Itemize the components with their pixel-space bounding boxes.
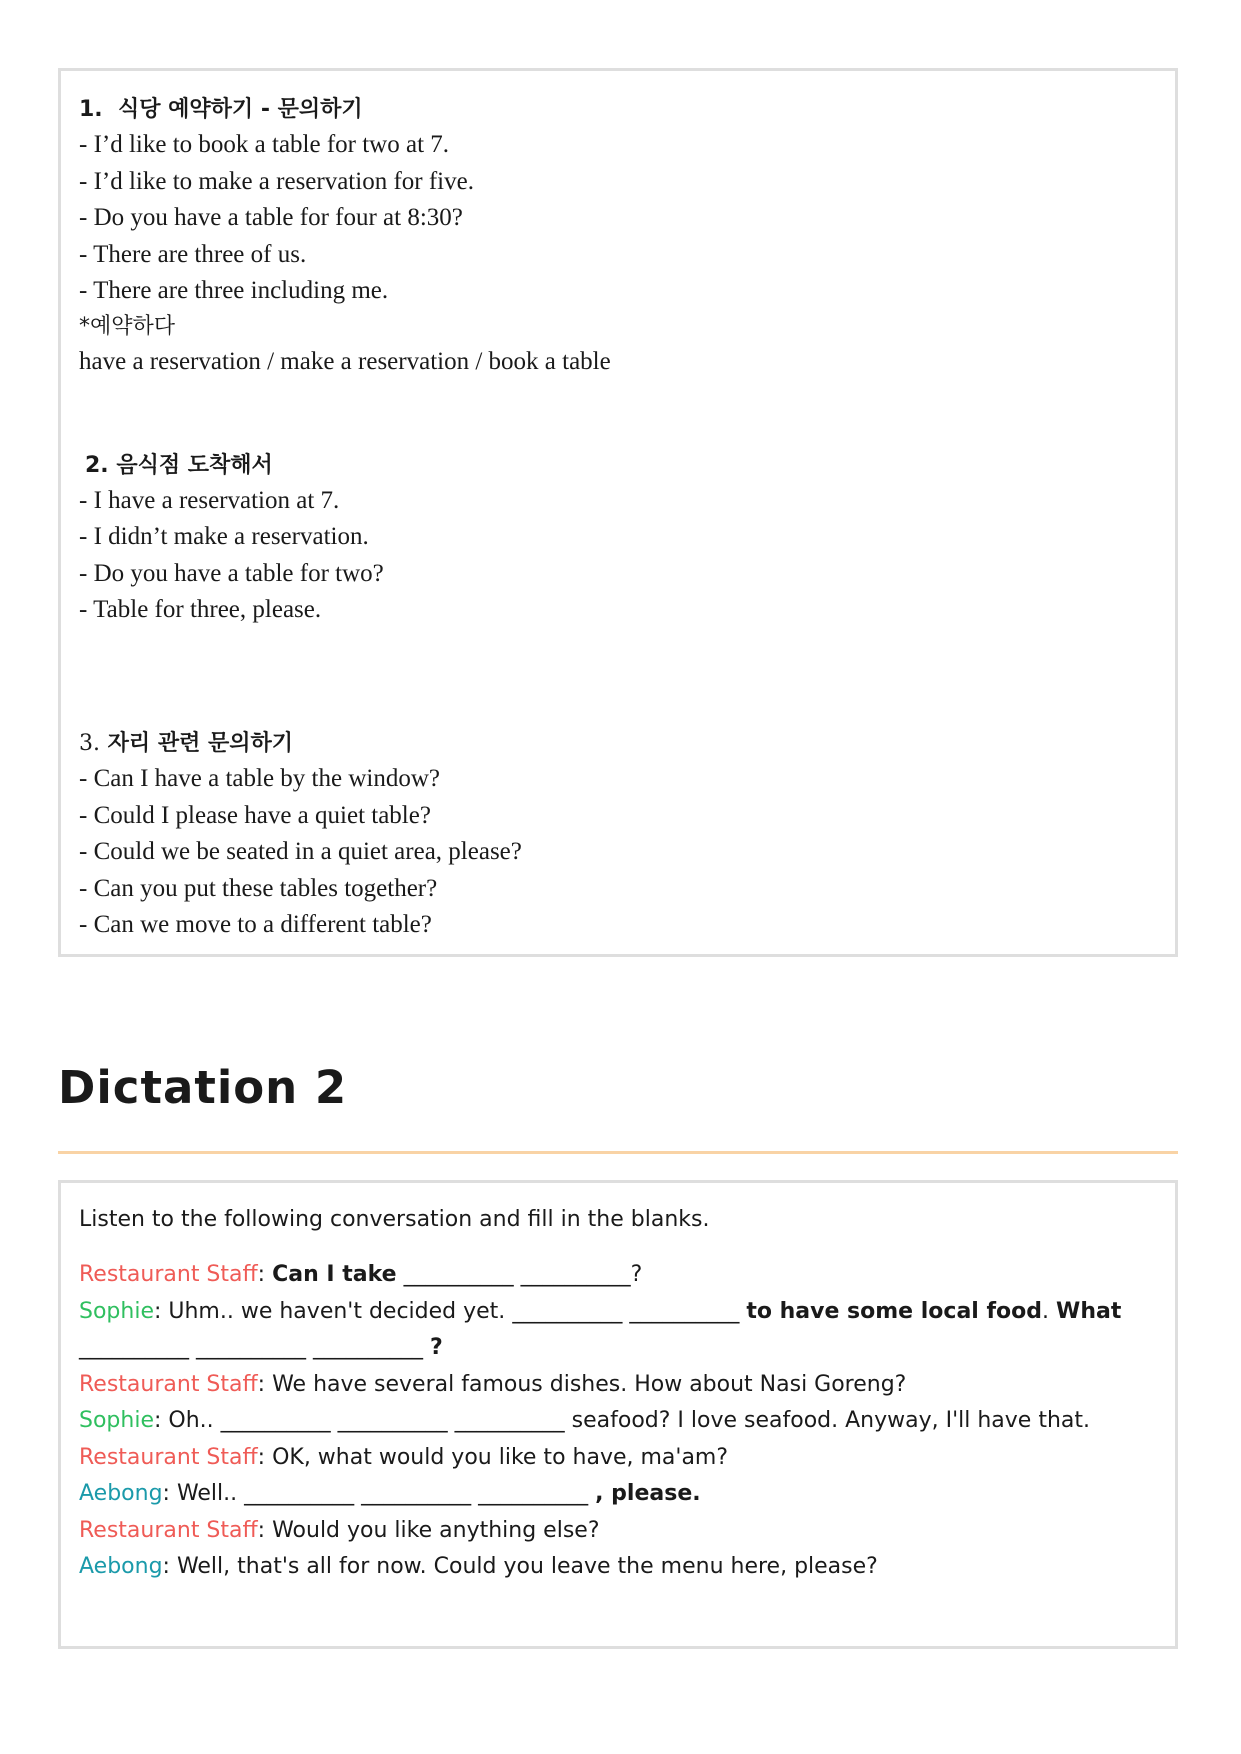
expressions-box bbox=[58, 68, 1178, 957]
speaker-aebong: Aebong bbox=[79, 1554, 163, 1579]
section-2-number: 2. bbox=[85, 452, 109, 478]
dictation-instruction: Listen to the following conversation and fill in the blanks. bbox=[79, 1207, 710, 1232]
section-2-line: - Table for three, please. bbox=[79, 596, 322, 624]
section-1-heading bbox=[79, 93, 1175, 127]
speaker-staff: Restaurant Staff bbox=[79, 1517, 258, 1543]
speaker-staff: Restaurant Staff bbox=[79, 1371, 258, 1397]
dialogue-line: Aebong: Well, that's all for now. Could you leave the menu here, please? bbox=[79, 1554, 878, 1579]
speaker-sophie: Sophie bbox=[79, 1298, 154, 1324]
section-3-title: 자리 관련 문의하기 bbox=[107, 730, 294, 756]
dialogue-line: Restaurant Staff: We have several famous dishes. How about Nasi Goreng? bbox=[79, 1371, 907, 1397]
section-1-line: - I’d like to make a reservation for five. bbox=[79, 167, 474, 195]
dialogue-line: Restaurant Staff: OK, what would you like to have, ma'am? bbox=[79, 1444, 729, 1470]
blank: __________ bbox=[244, 1481, 355, 1506]
section-3-line: - Can I have a table by the window? bbox=[79, 764, 440, 792]
section-2-line: - I have a reservation at 7. bbox=[79, 486, 340, 514]
dictation-title: Dictation 2 bbox=[58, 1061, 348, 1114]
conversation bbox=[79, 1257, 1159, 1586]
blank: __________ bbox=[220, 1408, 331, 1433]
section-3-heading bbox=[79, 727, 1175, 761]
section-1-line: - Do you have a table for four at 8:30? bbox=[79, 204, 463, 232]
section-1-line: - There are three including me. bbox=[79, 277, 389, 305]
blank: __________ bbox=[313, 1335, 423, 1360]
dialogue-line: Restaurant Staff: Can I take __________ __________? bbox=[79, 1262, 643, 1287]
blank: __________ bbox=[337, 1408, 448, 1433]
section-3-number: 3. bbox=[79, 730, 100, 756]
section-1-title: 식당 예약하기 - 문의하기 bbox=[118, 97, 363, 122]
section-2-heading bbox=[79, 449, 1175, 483]
dialogue-line: Sophie: Oh.. __________ __________ __________ seafood? I love seafood. Anyway, I'll have that. bbox=[79, 1408, 1091, 1433]
speaker-staff: Restaurant Staff bbox=[79, 1444, 258, 1470]
section-divider bbox=[58, 1151, 1178, 1154]
section-1-note-body: have a reservation / make a reservation / book a table bbox=[79, 347, 611, 375]
section-3-line: - Could we be seated in a quiet area, please? bbox=[79, 838, 522, 866]
section-1-line: - I’d like to book a table for two at 7. bbox=[79, 131, 450, 158]
blank: __________ bbox=[454, 1408, 565, 1433]
speaker-staff: Restaurant Staff bbox=[79, 1262, 258, 1287]
section-3-line: - Can you put these tables together? bbox=[79, 874, 438, 902]
blank: __________ bbox=[478, 1481, 589, 1506]
blank: __________ bbox=[79, 1335, 189, 1360]
blank: __________ bbox=[196, 1335, 306, 1360]
dialogue-line: Aebong: Well.. __________ __________ __________ , please. bbox=[79, 1481, 701, 1506]
section-3-line: - Could I please have a quiet table? bbox=[79, 801, 431, 829]
dictation-box bbox=[58, 1180, 1178, 1649]
section-2-title: 음식점 도착해서 bbox=[116, 452, 273, 478]
section-2-line: - Do you have a table for two? bbox=[79, 559, 384, 587]
section-2-line: - I didn’t make a reservation. bbox=[79, 523, 369, 551]
blank: __________ bbox=[629, 1298, 740, 1324]
blank: __________ bbox=[520, 1262, 631, 1287]
dialogue-line: Sophie: Uhm.. we haven't decided yet. __________ __________ to have some local food. What __________ __________ __________ ? bbox=[79, 1298, 1122, 1360]
section-1-note-title: *예약하다 bbox=[79, 313, 176, 339]
dialogue-line: Restaurant Staff: Would you like anything else? bbox=[79, 1517, 600, 1543]
section-1-number: 1. bbox=[79, 97, 103, 122]
speaker-aebong: Aebong bbox=[79, 1481, 163, 1506]
blank: __________ bbox=[512, 1298, 623, 1324]
section-1-line: - There are three of us. bbox=[79, 240, 307, 268]
blank: __________ bbox=[403, 1262, 514, 1287]
blank: __________ bbox=[361, 1481, 472, 1506]
speaker-sophie: Sophie bbox=[79, 1408, 154, 1433]
section-3-line: - Can we move to a different table? bbox=[79, 911, 432, 939]
